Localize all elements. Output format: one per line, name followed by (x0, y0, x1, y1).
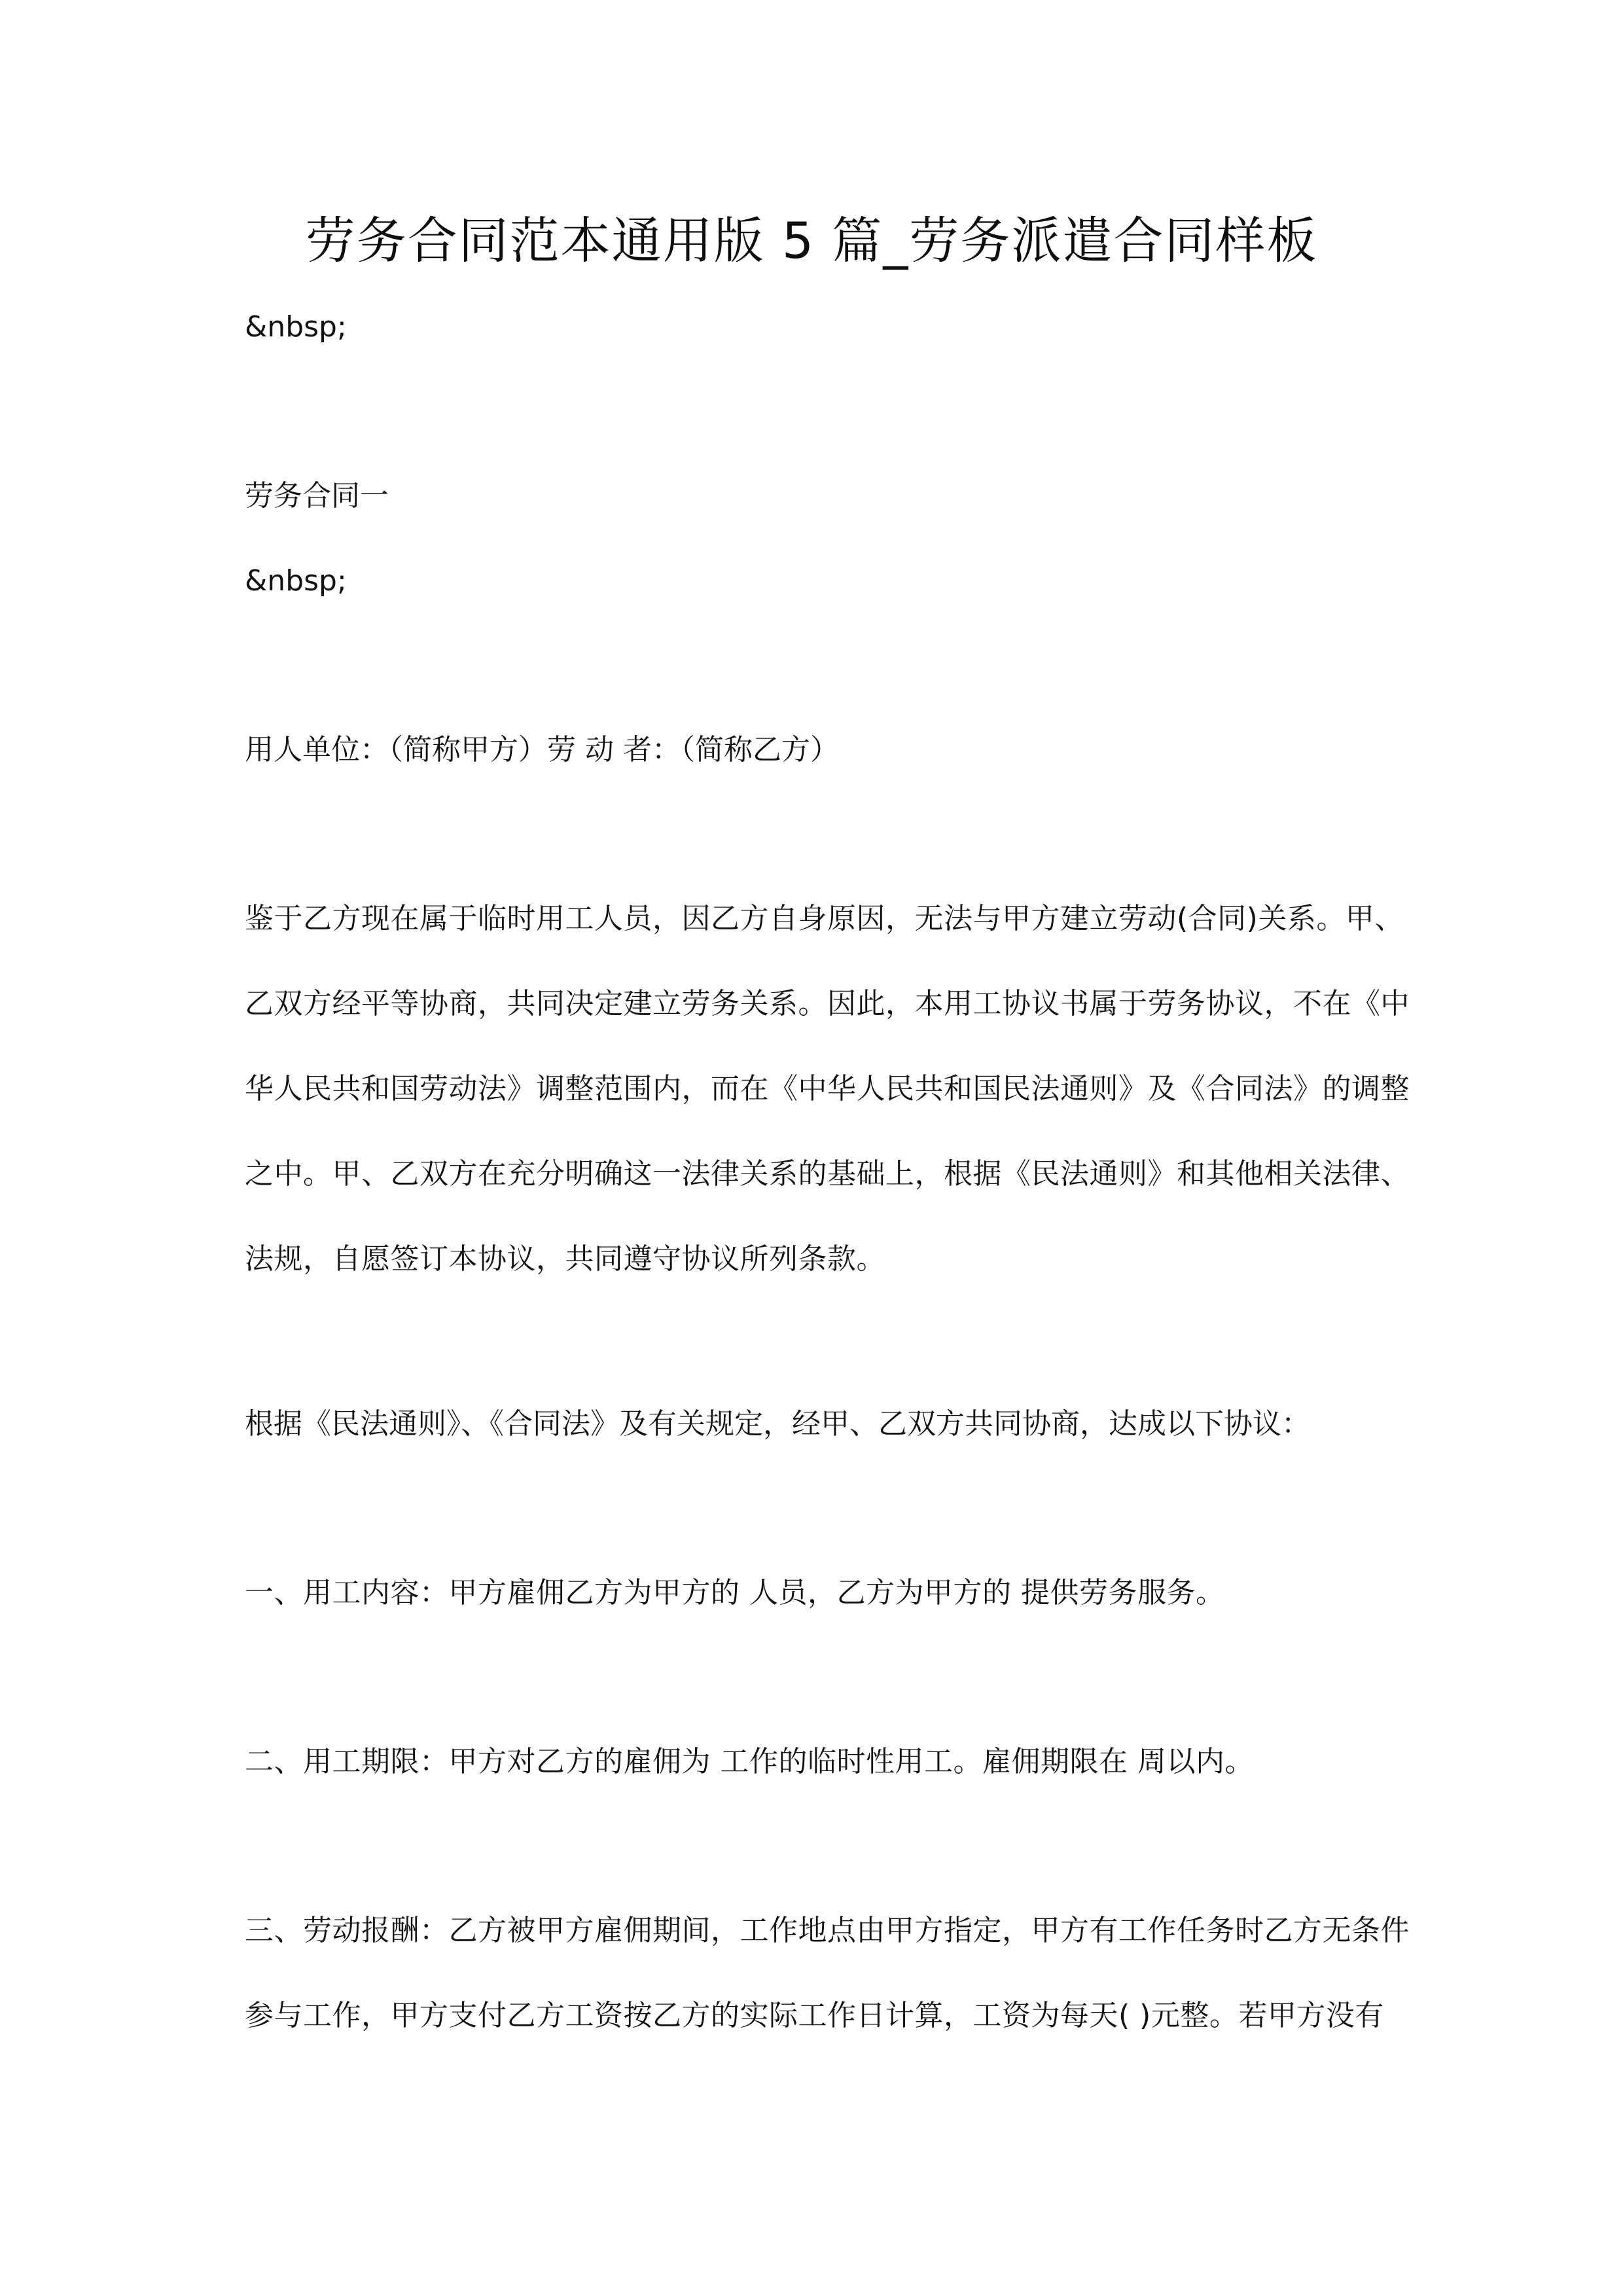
paragraph-line: 法规，自愿签订本协议，共同遵守协议所列条款。 (245, 1242, 885, 1276)
nbsp-placeholder-text: &nbsp; (245, 564, 347, 598)
parties-line: 用人单位：（简称甲方）劳 动 者：（简称乙方） (245, 733, 839, 766)
paragraph-line: 之中。甲、乙双方在充分明确这一法律关系的基础上，根据《民法通则》和其他相关法律、 (245, 1157, 1410, 1191)
nbsp-placeholder-text: &nbsp; (245, 310, 347, 344)
preamble-paragraph (245, 899, 1410, 1325)
paragraph-line: 一、用工内容：甲方雇佣乙方为甲方的 人员，乙方为甲方的 提供劳务服务。 (245, 1576, 1225, 1609)
paragraph-line: 三、劳动报酬：乙方被甲方雇佣期间，工作地点由甲方指定，甲方有工作任务时乙方无条件 (245, 1914, 1410, 1947)
basis-line: 根据《民法通则》、《合同法》及有关规定，经甲、乙双方共同协商，达成以下协议： (245, 1407, 1310, 1441)
paragraph-line: 鉴于乙方现在属于临时用工人员，因乙方自身原因，无法与甲方建立劳动(合同)关系。甲、 (245, 902, 1404, 935)
clause-1-employment-content (245, 1573, 1397, 1659)
paragraph-line: 乙双方经平等协商，共同决定建立劳务关系。因此，本用工协议书属于劳务协议，不在《中 (245, 987, 1410, 1020)
clause-3-remuneration (245, 1911, 1410, 2081)
section-heading: 劳务合同一 (245, 479, 389, 512)
document-title: 劳务合同范本通用版 5 篇_劳务派遣合同样板 (305, 211, 1318, 270)
paragraph-line: 华人民共和国劳动法》调整范围内，而在《中华人民共和国民法通则》及《合同法》的调整 (245, 1072, 1410, 1105)
paragraph-line: 参与工作，甲方支付乙方工资按乙方的实际工作日计算，工资为每天( )元整。若甲方没有 (245, 1999, 1384, 2032)
clause-2-employment-term (245, 1742, 1397, 1827)
paragraph-line: 二、用工期限：甲方对乙方的雇佣为 工作的临时性用工。雇佣期限在 周以内。 (245, 1745, 1254, 1778)
